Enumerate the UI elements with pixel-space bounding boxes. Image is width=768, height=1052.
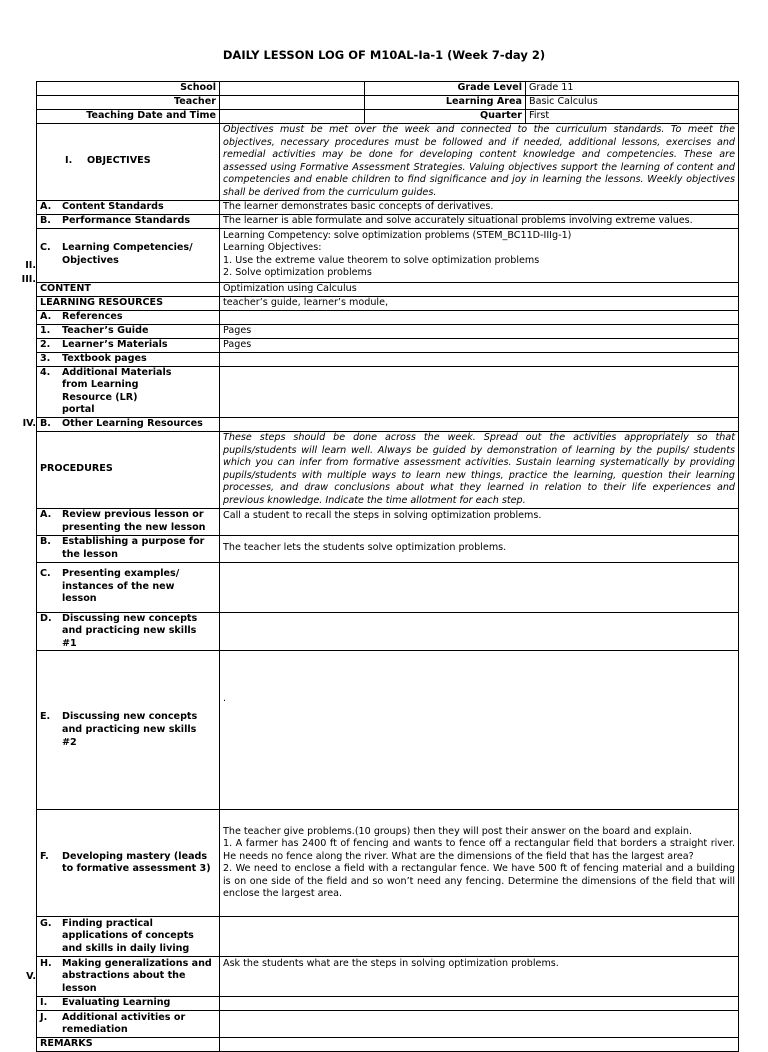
procedure-step-row <box>37 562 739 612</box>
item-number: J. <box>40 1011 48 1023</box>
other-resources-value-cell <box>220 417 739 431</box>
procedure-step-label: Establishing a purpose for the lesson <box>62 535 205 560</box>
references-row <box>37 310 739 324</box>
quarter-label: Quarter <box>365 110 526 124</box>
references-label: References <box>62 310 123 322</box>
item-number: B. <box>40 214 51 226</box>
procedure-step-label: Developing mastery (leads to formative assessment 3) <box>62 850 211 875</box>
objectives-number: I. <box>65 155 73 167</box>
objectives-row <box>37 124 739 201</box>
references-heading <box>37 310 220 324</box>
reference-item-value <box>220 366 739 417</box>
header-row-school <box>37 82 739 96</box>
competency-line: 2. Solve optimization problems <box>223 267 372 279</box>
item-number: B. <box>40 418 51 430</box>
procedure-step-row <box>37 651 739 810</box>
other-resources-heading <box>37 417 220 431</box>
learning-area-value: Basic Calculus <box>526 96 739 110</box>
content-standards-value: The learner demonstrates basic concepts of derivatives. <box>220 200 739 214</box>
competency-line: 1. Use the extreme value theorem to solve optimization problems <box>223 254 540 266</box>
content-standards-label: Content Standards <box>62 200 164 212</box>
procedure-step-label: Discussing new concepts and practicing new skills #1 <box>62 612 198 649</box>
item-number: A. <box>40 508 52 520</box>
procedure-step-heading <box>37 957 220 997</box>
lesson-log-table <box>36 81 739 1052</box>
procedure-step-heading <box>37 535 220 562</box>
competencies-value <box>220 228 739 282</box>
performance-standards-label: Performance Standards <box>62 214 191 226</box>
teaching-date-value-cell <box>220 110 365 124</box>
reference-item-row <box>37 338 739 352</box>
procedure-text-line: 2. We need to enclose a field with a rectangular fence. We have 500 ft of fencing material and a building is on one side of the field and so won’t need any fencing. Determine the dimensions of the field that will enclose the largest area. <box>223 863 735 900</box>
procedure-step-label: Presenting examples/ instances of the new lesson <box>62 568 180 605</box>
remarks-label: REMARKS <box>37 1038 220 1052</box>
procedure-step-value <box>220 1011 739 1038</box>
procedure-step-label: Discussing new concepts and practicing new skills #2 <box>62 711 198 748</box>
references-value-cell <box>220 310 739 324</box>
procedure-step-label: Making generalizations and abstractions about the lesson <box>62 957 212 995</box>
grade-level-label: Grade Level <box>365 82 526 96</box>
header-row-date <box>37 110 739 124</box>
item-number: D. <box>40 612 52 624</box>
item-number: C. <box>40 568 51 580</box>
content-value: Optimization using Calculus <box>220 282 739 296</box>
reference-item-label: Textbook pages <box>62 352 147 364</box>
content-row <box>37 282 739 296</box>
item-number: E. <box>40 711 51 723</box>
procedure-step-row <box>37 535 739 562</box>
procedures-note: These steps should be done across the week. Spread out the activities appropriately so that pupils/students will learn well. Always be guided by demonstration of learning by the pupils/ students which you can infer from formative assessment activities. Sustain learning systematically by providing pupils/students with multiple ways to learn new things, practice the learning, question their learning processes, and draw conclusions about what they learned in relation to their life experiences and previous knowledge. Indicate the time allotment for each step. <box>220 431 739 508</box>
item-number: F. <box>40 850 49 862</box>
learning-resources-label: LEARNING RESOURCES <box>37 296 220 310</box>
procedure-step-heading <box>37 562 220 612</box>
procedure-step-heading <box>37 651 220 810</box>
reference-item-label: Additional Materials from Learning Resource (LR) portal <box>62 366 172 416</box>
objectives-label: OBJECTIVES <box>87 155 151 167</box>
procedure-step-row <box>37 508 739 535</box>
procedure-step-row <box>37 997 739 1011</box>
procedure-step-value <box>220 562 739 612</box>
grade-level-value: Grade 11 <box>526 82 739 96</box>
objectives-note: Objectives must be met over the week and connected to the curriculum standards. To meet the objectives, necessary procedures must be followed and if needed, additional lessons, exercises and remedial activities may be done for developing content knowledge and competencies. These are assessed using Formative Assessment Strategies. Valuing objectives support the learning of content and competencies and enable children to find significance and joy in learning the lessons. Weekly objectives shall be derived from the curriculum guides. <box>220 124 739 201</box>
learning-resources-row <box>37 296 739 310</box>
procedure-step-value: . <box>220 651 739 810</box>
reference-item-heading <box>37 338 220 352</box>
item-number: A. <box>40 200 52 212</box>
item-number: B. <box>40 535 51 547</box>
reference-item-value: Pages <box>220 324 739 338</box>
procedure-step-heading <box>37 997 220 1011</box>
procedure-step-value <box>220 810 739 917</box>
teacher-value-cell <box>220 96 365 110</box>
procedure-step-heading <box>37 508 220 535</box>
item-number: 1. <box>40 324 51 336</box>
other-resources-label: Other Learning Resources <box>62 418 203 430</box>
item-number: I. <box>40 997 48 1009</box>
school-value-cell <box>220 82 365 96</box>
procedure-step-heading <box>37 917 220 957</box>
remarks-value-cell <box>220 1038 739 1052</box>
reference-item-heading <box>37 352 220 366</box>
competencies-label: Learning Competencies/ Objectives <box>62 242 193 267</box>
procedure-text-line: The teacher give problems.(10 groups) then they will post their answer on the board and explain. <box>223 825 693 837</box>
competencies-row <box>37 228 739 282</box>
procedure-step-value <box>220 612 739 651</box>
section-number-remarks: V. <box>26 971 36 982</box>
procedure-step-label: Additional activities or remediation <box>62 1011 186 1036</box>
header-row-teacher <box>37 96 739 110</box>
procedure-step-row <box>37 810 739 917</box>
learning-area-label: Learning Area <box>365 96 526 110</box>
procedure-step-value <box>220 917 739 957</box>
section-number-procedures: IV. <box>22 418 36 429</box>
reference-item-label: Teacher’s Guide <box>62 324 149 336</box>
procedure-step-heading <box>37 612 220 651</box>
reference-item-label: Learner’s Materials <box>62 338 168 350</box>
teaching-date-label: Teaching Date and Time <box>37 110 220 124</box>
section-number-resources: III. <box>21 274 36 285</box>
procedure-step-row <box>37 957 739 997</box>
procedure-text-line: 1. A farmer has 2400 ft of fencing and wants to fence off a rectangular field that borders a straight river. He needs no fence along the river. What are the dimensions of the field that has the largest area? <box>223 838 735 862</box>
procedure-step-value: Call a student to recall the steps in solving optimization problems. <box>220 508 739 535</box>
item-number: 3. <box>40 352 51 364</box>
procedures-row <box>37 431 739 508</box>
learning-resources-value: teacher’s guide, learner’s module, <box>220 296 739 310</box>
reference-item-row <box>37 366 739 417</box>
item-number: 2. <box>40 338 51 350</box>
content-standards-row <box>37 200 739 214</box>
remarks-row <box>37 1038 739 1052</box>
item-number: H. <box>40 957 52 969</box>
objectives-heading <box>37 124 220 201</box>
procedure-step-row <box>37 917 739 957</box>
reference-item-heading <box>37 366 220 417</box>
competency-line: Learning Competency: solve optimization problems (STEM_BC11D-IIIg-1) <box>223 229 572 241</box>
item-number: G. <box>40 917 52 929</box>
competency-line: Learning Objectives: <box>223 242 322 254</box>
procedure-step-heading <box>37 810 220 917</box>
reference-item-row <box>37 324 739 338</box>
procedures-label: PROCEDURES <box>37 431 220 508</box>
reference-item-value <box>220 352 739 366</box>
procedure-step-value: The teacher lets the students solve optimization problems. <box>220 535 739 562</box>
procedure-step-value: Ask the students what are the steps in solving optimization problems. <box>220 957 739 997</box>
performance-standards-row <box>37 214 739 228</box>
competencies-heading <box>37 228 220 282</box>
performance-standards-heading <box>37 214 220 228</box>
item-number: C. <box>40 242 51 254</box>
teacher-label: Teacher <box>37 96 220 110</box>
reference-item-value: Pages <box>220 338 739 352</box>
procedure-step-label: Review previous lesson or presenting the new lesson <box>62 508 206 533</box>
other-resources-row <box>37 417 739 431</box>
reference-item-heading <box>37 324 220 338</box>
procedure-step-row <box>37 612 739 651</box>
item-number: 4. <box>40 366 51 378</box>
item-number: A. <box>40 310 52 322</box>
section-number-content: II. <box>25 260 36 271</box>
procedure-step-value <box>220 997 739 1011</box>
reference-item-row <box>37 352 739 366</box>
document-title: DAILY LESSON LOG OF M10AL-Ia-1 (Week 7-day 2) <box>222 48 546 62</box>
procedure-step-label: Evaluating Learning <box>62 997 171 1009</box>
procedure-step-row <box>37 1011 739 1038</box>
procedure-step-label: Finding practical applications of concepts and skills in daily living <box>62 917 194 955</box>
procedure-step-heading <box>37 1011 220 1038</box>
content-label: CONTENT <box>37 282 220 296</box>
school-label: School <box>37 82 220 96</box>
performance-standards-value: The learner is able formulate and solve accurately situational problems involving extreme values. <box>220 214 739 228</box>
content-standards-heading <box>37 200 220 214</box>
quarter-value: First <box>526 110 739 124</box>
